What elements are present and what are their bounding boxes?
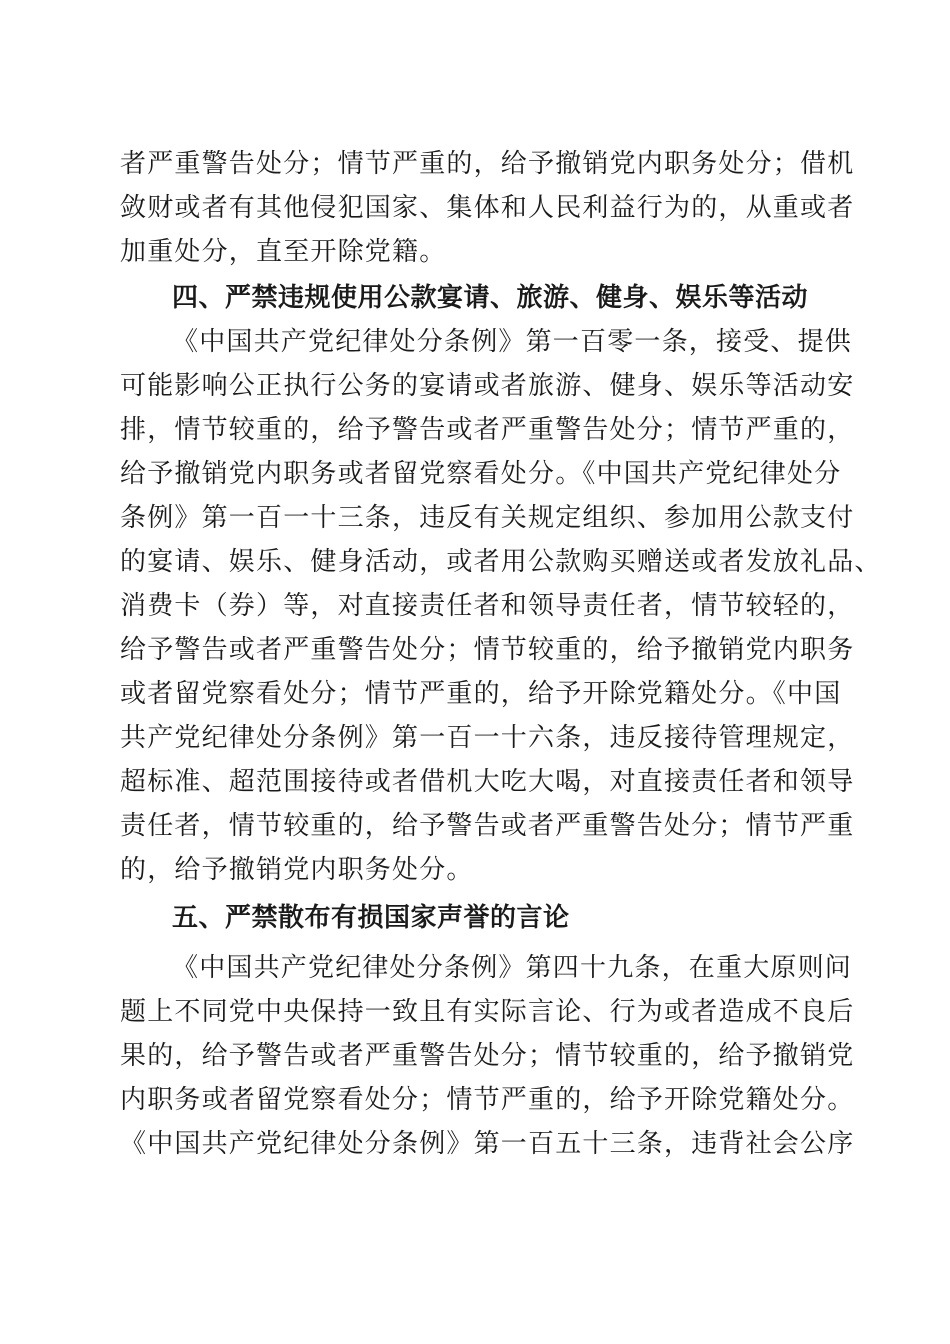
body-line: 加重处分，直至开除党籍。 [120,237,447,267]
body-line: 敛财或者有其他侵犯国家、集体和人民利益行为的，从重或者 [120,193,855,223]
body-line: 共产党纪律处分条例》第一百一十六条，违反接待管理规定， [120,723,855,753]
body-line: 题上不同党中央保持一致且有实际言论、行为或者造成不良后 [120,997,855,1027]
body-line: 可能影响公正执行公务的宴请或者旅游、健身、娱乐等活动安 [120,371,855,401]
body-line: 条例》第一百一十三条，违反有关规定组织、参加用公款支付 [120,503,855,533]
body-line: 《中国共产党纪律处分条例》第四十九条，在重大原则问 [172,953,853,983]
body-line: 《中国共产党纪律处分条例》第一百零一条，接受、提供 [172,327,853,357]
body-line: 消费卡（券）等，对直接责任者和领导责任者，情节较轻的， [120,591,855,621]
body-line: 《中国共产党纪律处分条例》第一百五十三条，违背社会公序 [120,1129,855,1159]
body-line: 责任者，情节较重的，给予警告或者严重警告处分；情节严重 [120,811,855,841]
body-line: 内职务或者留党察看处分；情节严重的，给予开除党籍处分。 [120,1085,855,1115]
body-line: 给予警告或者严重警告处分；情节较重的，给予撤销党内职务 [120,635,855,665]
section-heading-5: 五、严禁散布有损国家声誉的言论 [172,903,570,933]
body-line: 的宴请、娱乐、健身活动，或者用公款购买赠送或者发放礼品、 [120,547,882,577]
body-line: 果的，给予警告或者严重警告处分；情节较重的，给予撤销党 [120,1041,855,1071]
body-line: 或者留党察看处分；情节严重的，给予开除党籍处分。《中国 [120,679,842,709]
body-line: 给予撤销党内职务或者留党察看处分。《中国共产党纪律处分 [120,459,842,489]
body-line: 超标准、超范围接待或者借机大吃大喝，对直接责任者和领导 [120,767,855,797]
body-line: 排，情节较重的，给予警告或者严重警告处分；情节严重的， [120,415,855,445]
section-heading-4: 四、严禁违规使用公款宴请、旅游、健身、娱乐等活动 [172,283,809,313]
body-line: 者严重警告处分；情节严重的，给予撤销党内职务处分；借机 [120,149,855,179]
body-line: 的，给予撤销党内职务处分。 [120,855,474,885]
